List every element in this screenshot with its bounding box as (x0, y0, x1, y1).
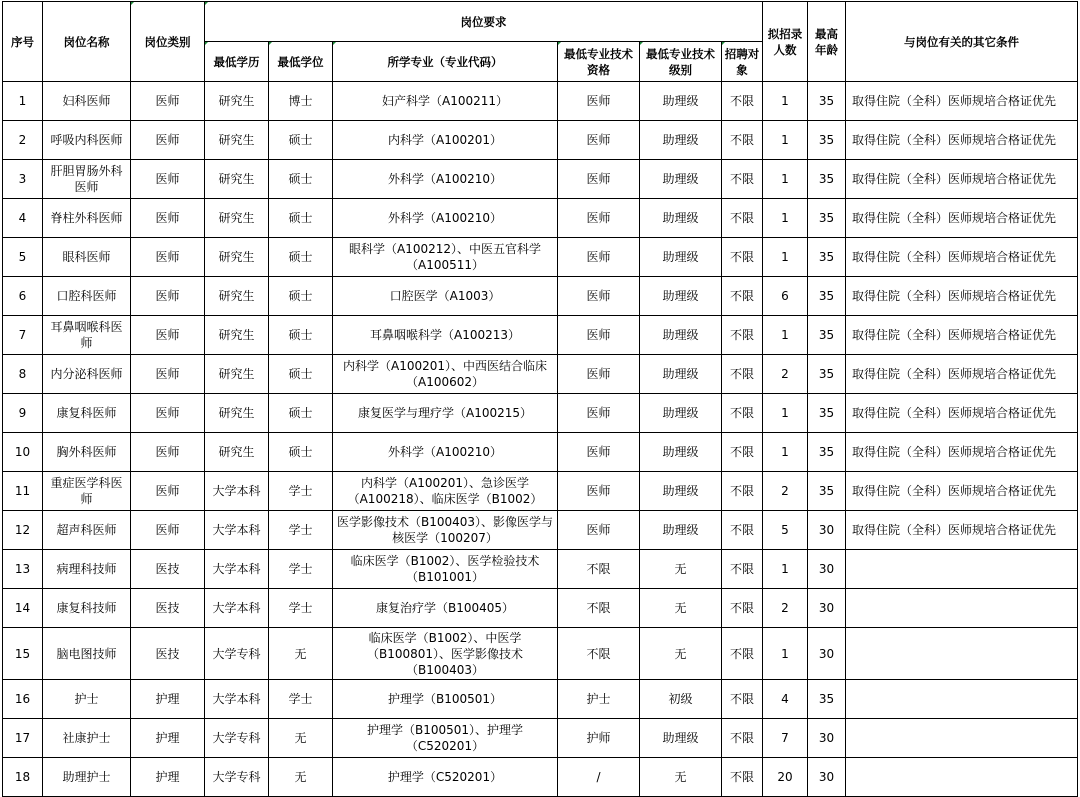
cell-max-age: 35 (808, 316, 846, 355)
cell-other (846, 680, 1078, 719)
cell-min-edu: 研究生 (205, 277, 269, 316)
cell-other (846, 628, 1078, 680)
cell-count: 2 (763, 589, 808, 628)
cell-target: 不限 (722, 316, 763, 355)
cell-target: 不限 (722, 199, 763, 238)
cell-count: 1 (763, 550, 808, 589)
table-body (3, 82, 1078, 797)
cell-target: 不限 (722, 550, 763, 589)
cell-post-name: 社康护士 (43, 719, 131, 758)
cell-count: 6 (763, 277, 808, 316)
cell-post-name: 口腔科医师 (43, 277, 131, 316)
cell-post-type: 医技 (131, 550, 205, 589)
cell-min-degree: 硕士 (269, 277, 333, 316)
cell-tech-qual: 护师 (558, 719, 640, 758)
cell-min-degree: 博士 (269, 82, 333, 121)
cell-target: 不限 (722, 719, 763, 758)
cell-tech-qual: 医师 (558, 316, 640, 355)
cell-tech-qual: / (558, 758, 640, 797)
cell-post-type: 医师 (131, 355, 205, 394)
cell-seq: 3 (3, 160, 43, 199)
cell-other: 取得住院（全科）医师规培合格证优先 (846, 121, 1078, 160)
header-max-age: 最高年龄 (808, 2, 846, 82)
cell-seq: 9 (3, 394, 43, 433)
cell-count: 1 (763, 316, 808, 355)
cell-min-edu: 研究生 (205, 394, 269, 433)
cell-tech-level: 助理级 (640, 238, 722, 277)
cell-other (846, 589, 1078, 628)
table-row (3, 589, 1078, 628)
cell-seq: 5 (3, 238, 43, 277)
cell-seq: 16 (3, 680, 43, 719)
header-min-tech-qual: 最低专业技术资格 (558, 42, 640, 82)
cell-post-name: 病理科技师 (43, 550, 131, 589)
cell-post-type: 护理 (131, 719, 205, 758)
cell-max-age: 35 (808, 680, 846, 719)
cell-target: 不限 (722, 472, 763, 511)
table-row (3, 277, 1078, 316)
header-post-name: 岗位名称 (43, 2, 131, 82)
cell-tech-level: 无 (640, 589, 722, 628)
table-row (3, 82, 1078, 121)
cell-min-degree: 硕士 (269, 355, 333, 394)
cell-seq: 17 (3, 719, 43, 758)
cell-major: 护理学（B100501）、护理学（C520201） (333, 719, 558, 758)
cell-major: 口腔医学（A1003） (333, 277, 558, 316)
cell-post-name: 胸外科医师 (43, 433, 131, 472)
cell-major: 内科学（A100201）、中西医结合临床（A100602） (333, 355, 558, 394)
cell-max-age: 35 (808, 355, 846, 394)
cell-post-type: 医师 (131, 277, 205, 316)
table-row (3, 316, 1078, 355)
cell-max-age: 30 (808, 550, 846, 589)
cell-tech-qual: 医师 (558, 277, 640, 316)
cell-post-type: 医技 (131, 589, 205, 628)
header-min-degree: 最低学位 (269, 42, 333, 82)
cell-post-type: 医师 (131, 238, 205, 277)
cell-target: 不限 (722, 680, 763, 719)
cell-post-type: 医师 (131, 511, 205, 550)
cell-major: 外科学（A100210） (333, 433, 558, 472)
cell-tech-level: 助理级 (640, 719, 722, 758)
cell-min-edu: 大学专科 (205, 719, 269, 758)
cell-major: 内科学（A100201）、急诊医学（A100218）、临床医学（B1002） (333, 472, 558, 511)
cell-min-degree: 硕士 (269, 121, 333, 160)
cell-target: 不限 (722, 160, 763, 199)
cell-post-type: 护理 (131, 680, 205, 719)
cell-seq: 14 (3, 589, 43, 628)
cell-min-edu: 大学专科 (205, 628, 269, 680)
cell-post-type: 医师 (131, 394, 205, 433)
cell-tech-level: 助理级 (640, 355, 722, 394)
table-row (3, 238, 1078, 277)
recruitment-table (2, 1, 1078, 797)
cell-post-type: 护理 (131, 758, 205, 797)
cell-post-name: 重症医学科医师 (43, 472, 131, 511)
cell-other: 取得住院（全科）医师规培合格证优先 (846, 199, 1078, 238)
cell-post-type: 医师 (131, 82, 205, 121)
cell-tech-qual: 医师 (558, 121, 640, 160)
cell-tech-level: 无 (640, 628, 722, 680)
cell-other: 取得住院（全科）医师规培合格证优先 (846, 433, 1078, 472)
table-row (3, 628, 1078, 680)
table-row (3, 472, 1078, 511)
header-major: 所学专业（专业代码） (333, 42, 558, 82)
cell-seq: 12 (3, 511, 43, 550)
cell-tech-qual: 医师 (558, 82, 640, 121)
header-requirements: 岗位要求 (205, 2, 763, 42)
cell-other (846, 550, 1078, 589)
cell-min-edu: 研究生 (205, 121, 269, 160)
cell-major: 康复医学与理疗学（A100215） (333, 394, 558, 433)
table-row (3, 433, 1078, 472)
cell-tech-qual: 医师 (558, 511, 640, 550)
cell-tech-level: 助理级 (640, 277, 722, 316)
cell-post-type: 医师 (131, 160, 205, 199)
cell-post-name: 护士 (43, 680, 131, 719)
table-row (3, 550, 1078, 589)
cell-min-edu: 大学本科 (205, 472, 269, 511)
cell-post-name: 助理护士 (43, 758, 131, 797)
cell-min-edu: 大学专科 (205, 758, 269, 797)
cell-target: 不限 (722, 511, 763, 550)
cell-max-age: 30 (808, 758, 846, 797)
cell-min-degree: 硕士 (269, 394, 333, 433)
cell-post-type: 医师 (131, 316, 205, 355)
cell-post-type: 医师 (131, 199, 205, 238)
cell-count: 4 (763, 680, 808, 719)
cell-max-age: 35 (808, 238, 846, 277)
cell-min-edu: 研究生 (205, 316, 269, 355)
cell-count: 1 (763, 628, 808, 680)
cell-major: 妇产科学（A100211） (333, 82, 558, 121)
cell-seq: 4 (3, 199, 43, 238)
cell-max-age: 35 (808, 82, 846, 121)
cell-count: 2 (763, 355, 808, 394)
cell-post-type: 医师 (131, 472, 205, 511)
header-other: 与岗位有关的其它条件 (846, 2, 1078, 82)
cell-seq: 10 (3, 433, 43, 472)
cell-post-name: 内分泌科医师 (43, 355, 131, 394)
cell-target: 不限 (722, 628, 763, 680)
cell-max-age: 35 (808, 199, 846, 238)
cell-tech-level: 助理级 (640, 121, 722, 160)
cell-min-degree: 学士 (269, 472, 333, 511)
cell-max-age: 30 (808, 628, 846, 680)
cell-major: 医学影像技术（B100403）、影像医学与核医学（100207） (333, 511, 558, 550)
cell-min-edu: 研究生 (205, 433, 269, 472)
cell-count: 5 (763, 511, 808, 550)
cell-target: 不限 (722, 277, 763, 316)
cell-seq: 6 (3, 277, 43, 316)
cell-min-degree: 无 (269, 719, 333, 758)
header-min-tech-level: 最低专业技术级别 (640, 42, 722, 82)
cell-seq: 2 (3, 121, 43, 160)
table-row (3, 121, 1078, 160)
cell-seq: 18 (3, 758, 43, 797)
cell-count: 1 (763, 160, 808, 199)
cell-post-name: 耳鼻咽喉科医师 (43, 316, 131, 355)
cell-seq: 13 (3, 550, 43, 589)
cell-post-name: 呼吸内科医师 (43, 121, 131, 160)
cell-other: 取得住院（全科）医师规培合格证优先 (846, 316, 1078, 355)
cell-tech-qual: 不限 (558, 589, 640, 628)
cell-tech-level: 无 (640, 758, 722, 797)
cell-min-degree: 学士 (269, 550, 333, 589)
cell-post-name: 康复科医师 (43, 394, 131, 433)
cell-post-name: 肝胆胃肠外科医师 (43, 160, 131, 199)
cell-tech-qual: 医师 (558, 355, 640, 394)
cell-major: 外科学（A100210） (333, 199, 558, 238)
cell-other: 取得住院（全科）医师规培合格证优先 (846, 82, 1078, 121)
cell-min-edu: 大学本科 (205, 589, 269, 628)
cell-min-edu: 研究生 (205, 199, 269, 238)
cell-post-name: 脑电图技师 (43, 628, 131, 680)
cell-count: 1 (763, 199, 808, 238)
cell-seq: 7 (3, 316, 43, 355)
cell-tech-level: 助理级 (640, 472, 722, 511)
cell-other: 取得住院（全科）医师规培合格证优先 (846, 238, 1078, 277)
cell-min-edu: 研究生 (205, 355, 269, 394)
cell-major: 内科学（A100201） (333, 121, 558, 160)
cell-count: 2 (763, 472, 808, 511)
cell-min-degree: 学士 (269, 511, 333, 550)
cell-count: 1 (763, 433, 808, 472)
cell-post-name: 超声科医师 (43, 511, 131, 550)
cell-major: 康复治疗学（B100405） (333, 589, 558, 628)
header-count: 拟招录人数 (763, 2, 808, 82)
cell-major: 临床医学（B1002）、医学检验技术（B101001） (333, 550, 558, 589)
cell-max-age: 35 (808, 472, 846, 511)
cell-other: 取得住院（全科）医师规培合格证优先 (846, 277, 1078, 316)
cell-major: 外科学（A100210） (333, 160, 558, 199)
table-row (3, 160, 1078, 199)
cell-min-degree: 学士 (269, 680, 333, 719)
cell-max-age: 30 (808, 719, 846, 758)
cell-seq: 15 (3, 628, 43, 680)
cell-min-degree: 硕士 (269, 238, 333, 277)
cell-tech-qual: 护士 (558, 680, 640, 719)
cell-tech-level: 助理级 (640, 316, 722, 355)
cell-other: 取得住院（全科）医师规培合格证优先 (846, 160, 1078, 199)
cell-max-age: 35 (808, 277, 846, 316)
cell-major: 临床医学（B1002）、中医学（B100801）、医学影像技术（B100403） (333, 628, 558, 680)
cell-count: 1 (763, 121, 808, 160)
cell-other: 取得住院（全科）医师规培合格证优先 (846, 511, 1078, 550)
cell-max-age: 35 (808, 121, 846, 160)
cell-tech-qual: 医师 (558, 238, 640, 277)
cell-max-age: 30 (808, 589, 846, 628)
cell-tech-level: 助理级 (640, 511, 722, 550)
cell-tech-qual: 医师 (558, 433, 640, 472)
table-row (3, 511, 1078, 550)
cell-seq: 11 (3, 472, 43, 511)
cell-max-age: 35 (808, 433, 846, 472)
cell-tech-qual: 不限 (558, 628, 640, 680)
table-row (3, 355, 1078, 394)
cell-seq: 8 (3, 355, 43, 394)
cell-post-type: 医师 (131, 433, 205, 472)
cell-count: 20 (763, 758, 808, 797)
cell-count: 1 (763, 238, 808, 277)
cell-min-edu: 大学本科 (205, 680, 269, 719)
cell-tech-level: 助理级 (640, 433, 722, 472)
cell-post-name: 眼科医师 (43, 238, 131, 277)
cell-min-degree: 无 (269, 758, 333, 797)
cell-count: 7 (763, 719, 808, 758)
cell-tech-level: 助理级 (640, 160, 722, 199)
cell-tech-level: 助理级 (640, 394, 722, 433)
cell-major: 眼科学（A100212）、中医五官科学（A100511） (333, 238, 558, 277)
cell-tech-level: 初级 (640, 680, 722, 719)
cell-major: 护理学（C520201） (333, 758, 558, 797)
cell-major: 耳鼻咽喉科学（A100213） (333, 316, 558, 355)
header-target: 招聘对象 (722, 42, 763, 82)
cell-target: 不限 (722, 238, 763, 277)
cell-post-name: 脊柱外科医师 (43, 199, 131, 238)
cell-other: 取得住院（全科）医师规培合格证优先 (846, 394, 1078, 433)
cell-min-degree: 硕士 (269, 433, 333, 472)
cell-post-name: 妇科医师 (43, 82, 131, 121)
cell-min-degree: 硕士 (269, 199, 333, 238)
cell-tech-level: 助理级 (640, 82, 722, 121)
cell-min-edu: 研究生 (205, 238, 269, 277)
table-row (3, 758, 1078, 797)
cell-min-edu: 大学本科 (205, 511, 269, 550)
cell-target: 不限 (722, 758, 763, 797)
cell-other (846, 758, 1078, 797)
cell-target: 不限 (722, 394, 763, 433)
cell-post-name: 康复科技师 (43, 589, 131, 628)
table-row (3, 680, 1078, 719)
cell-seq: 1 (3, 82, 43, 121)
header-seq: 序号 (3, 2, 43, 82)
cell-tech-qual: 医师 (558, 394, 640, 433)
cell-target: 不限 (722, 82, 763, 121)
cell-count: 1 (763, 82, 808, 121)
cell-target: 不限 (722, 355, 763, 394)
cell-max-age: 35 (808, 160, 846, 199)
cell-other: 取得住院（全科）医师规培合格证优先 (846, 472, 1078, 511)
cell-min-edu: 研究生 (205, 82, 269, 121)
cell-major: 护理学（B100501） (333, 680, 558, 719)
cell-target: 不限 (722, 433, 763, 472)
header-post-type: 岗位类别 (131, 2, 205, 82)
header-min-edu: 最低学历 (205, 42, 269, 82)
cell-tech-qual: 医师 (558, 199, 640, 238)
cell-min-degree: 学士 (269, 589, 333, 628)
cell-count: 1 (763, 394, 808, 433)
cell-post-type: 医师 (131, 121, 205, 160)
cell-target: 不限 (722, 121, 763, 160)
cell-min-edu: 大学本科 (205, 550, 269, 589)
cell-tech-qual: 医师 (558, 160, 640, 199)
cell-tech-qual: 不限 (558, 550, 640, 589)
cell-tech-level: 无 (640, 550, 722, 589)
cell-min-degree: 硕士 (269, 316, 333, 355)
table-row (3, 719, 1078, 758)
cell-target: 不限 (722, 589, 763, 628)
cell-max-age: 30 (808, 511, 846, 550)
table-row (3, 394, 1078, 433)
cell-min-degree: 硕士 (269, 160, 333, 199)
cell-max-age: 35 (808, 394, 846, 433)
cell-other (846, 719, 1078, 758)
cell-tech-qual: 医师 (558, 472, 640, 511)
cell-tech-level: 助理级 (640, 199, 722, 238)
table-row (3, 199, 1078, 238)
cell-min-degree: 无 (269, 628, 333, 680)
cell-min-edu: 研究生 (205, 160, 269, 199)
cell-post-type: 医技 (131, 628, 205, 680)
cell-other: 取得住院（全科）医师规培合格证优先 (846, 355, 1078, 394)
